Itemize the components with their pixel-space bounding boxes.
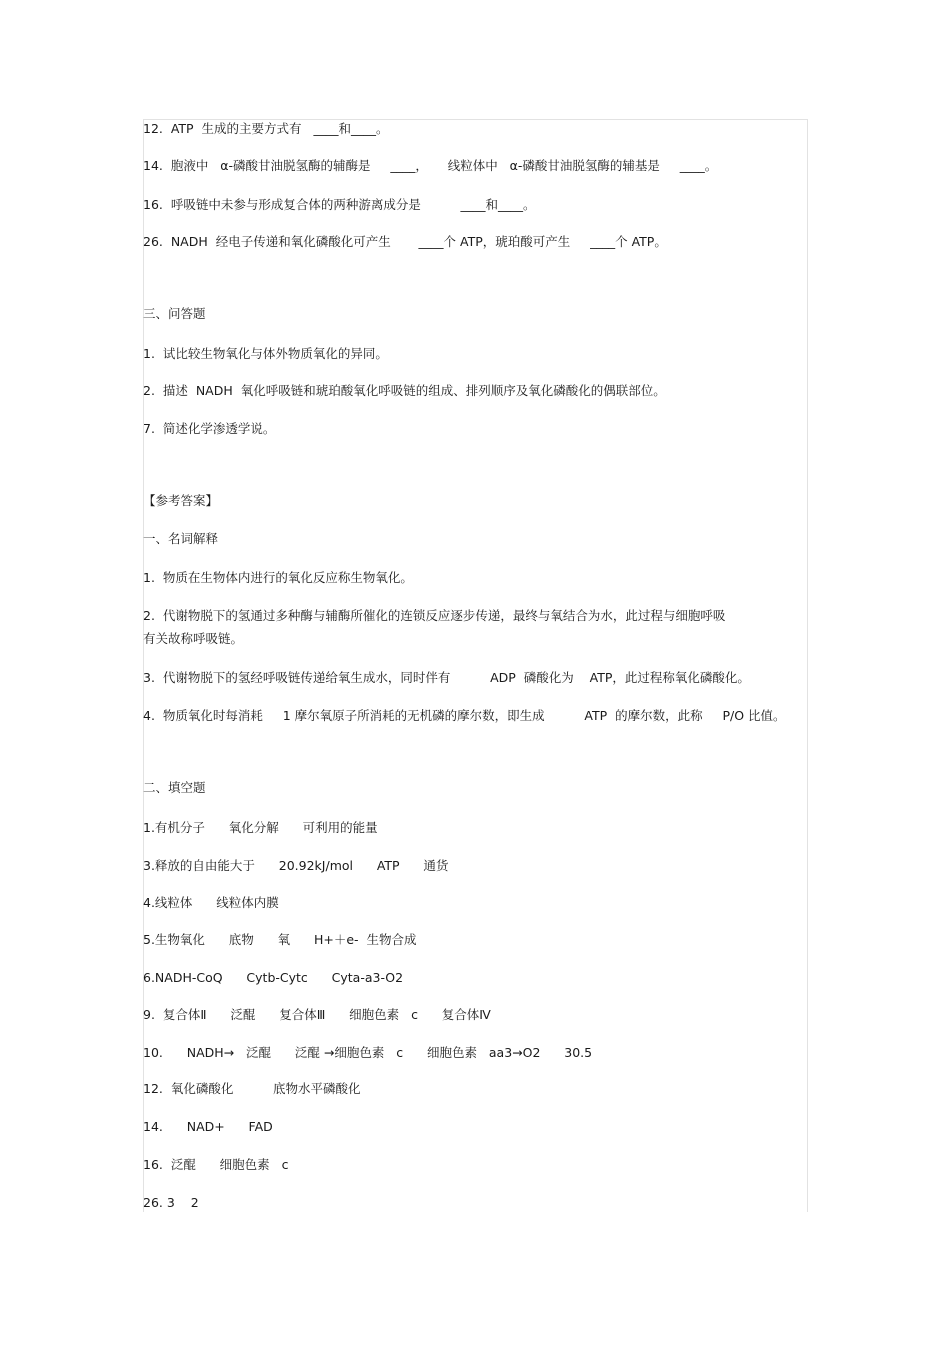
fill-answer-12: 12. 氧化磷酸化 底物水平磷酸化 xyxy=(143,1081,361,1096)
fill-question-14: 14. 胞液中 α-磷酸甘油脱氢酶的辅酶是 ____， 线粒体中 α-磷酸甘油脱氢酶的辅基是 ____。 xyxy=(143,158,718,173)
answers-heading: 【参考答案】 xyxy=(143,493,219,508)
page-frame-right xyxy=(807,119,808,1212)
fill-question-26: 26. NADH 经电子传递和氧化磷酸化可产生 ____个 ATP，琥珀酸可产生 ____个 ATP。 xyxy=(143,234,667,249)
qa-question-7: 7. 简述化学渗透学说。 xyxy=(143,421,276,436)
fill-answers-heading: 二、填空题 xyxy=(143,780,206,795)
fill-question-12: 12. ATP 生成的主要方式有 ____和____。 xyxy=(143,121,389,136)
term-answer-2: 2. 代谢物脱下的氢通过多种酶与辅酶所催化的连锁反应逐步传递，最终与氧结合为水，此过程与细胞呼吸 xyxy=(143,608,726,623)
fill-answer-16: 16. 泛醌 细胞色素 c xyxy=(143,1157,289,1172)
term-answer-1: 1. 物质在生物体内进行的氧化反应称生物氧化。 xyxy=(143,570,413,585)
fill-answer-26: 26. 3 2 xyxy=(143,1195,199,1210)
qa-question-1: 1. 试比较生物氧化与体外物质氧化的异同。 xyxy=(143,346,388,361)
fill-answer-14: 14. NAD+ FAD xyxy=(143,1119,273,1134)
fill-answer-3: 3.释放的自由能大于 20.92kJ/mol ATP 通货 xyxy=(143,858,449,873)
term-answer-2-cont: 有关故称呼吸链。 xyxy=(143,631,244,646)
qa-question-2: 2. 描述 NADH 氧化呼吸链和琥珀酸氧化呼吸链的组成、排列顺序及氧化磷酸化的偶联部位。 xyxy=(143,383,666,398)
term-answer-3: 3. 代谢物脱下的氢经呼吸链传递给氧生成水，同时伴有 ADP 磷酸化为 ATP，此过程称氧化磷酸化。 xyxy=(143,670,750,685)
fill-answer-6: 6.NADH-CoQ Cytb-Cytc Cyta-a3-O2 xyxy=(143,970,404,985)
fill-question-16: 16. 呼吸链中未参与形成复合体的两种游离成分是 ____和____。 xyxy=(143,197,536,212)
terms-section-heading: 一、名词解释 xyxy=(143,531,219,546)
fill-answer-9: 9. 复合体Ⅱ 泛醌 复合体Ⅲ 细胞色素 c 复合体Ⅳ xyxy=(143,1007,491,1022)
page-frame-top xyxy=(143,119,808,120)
qa-section-heading: 三、问答题 xyxy=(143,306,206,321)
term-answer-4: 4. 物质氧化时每消耗 1 摩尔氧原子所消耗的无机磷的摩尔数，即生成 ATP 的摩尔数，此称 P/O 比值。 xyxy=(143,708,786,723)
fill-answer-5: 5.生物氧化 底物 氧 H+＋e- 生物合成 xyxy=(143,932,417,947)
fill-answer-1: 1.有机分子 氧化分解 可利用的能量 xyxy=(143,820,378,835)
fill-answer-4: 4.线粒体 线粒体内膜 xyxy=(143,895,279,910)
fill-answer-10: 10. NADH→ 泛醌 泛醌 →细胞色素 c 细胞色素 aa3→O2 30.5 xyxy=(143,1045,593,1060)
